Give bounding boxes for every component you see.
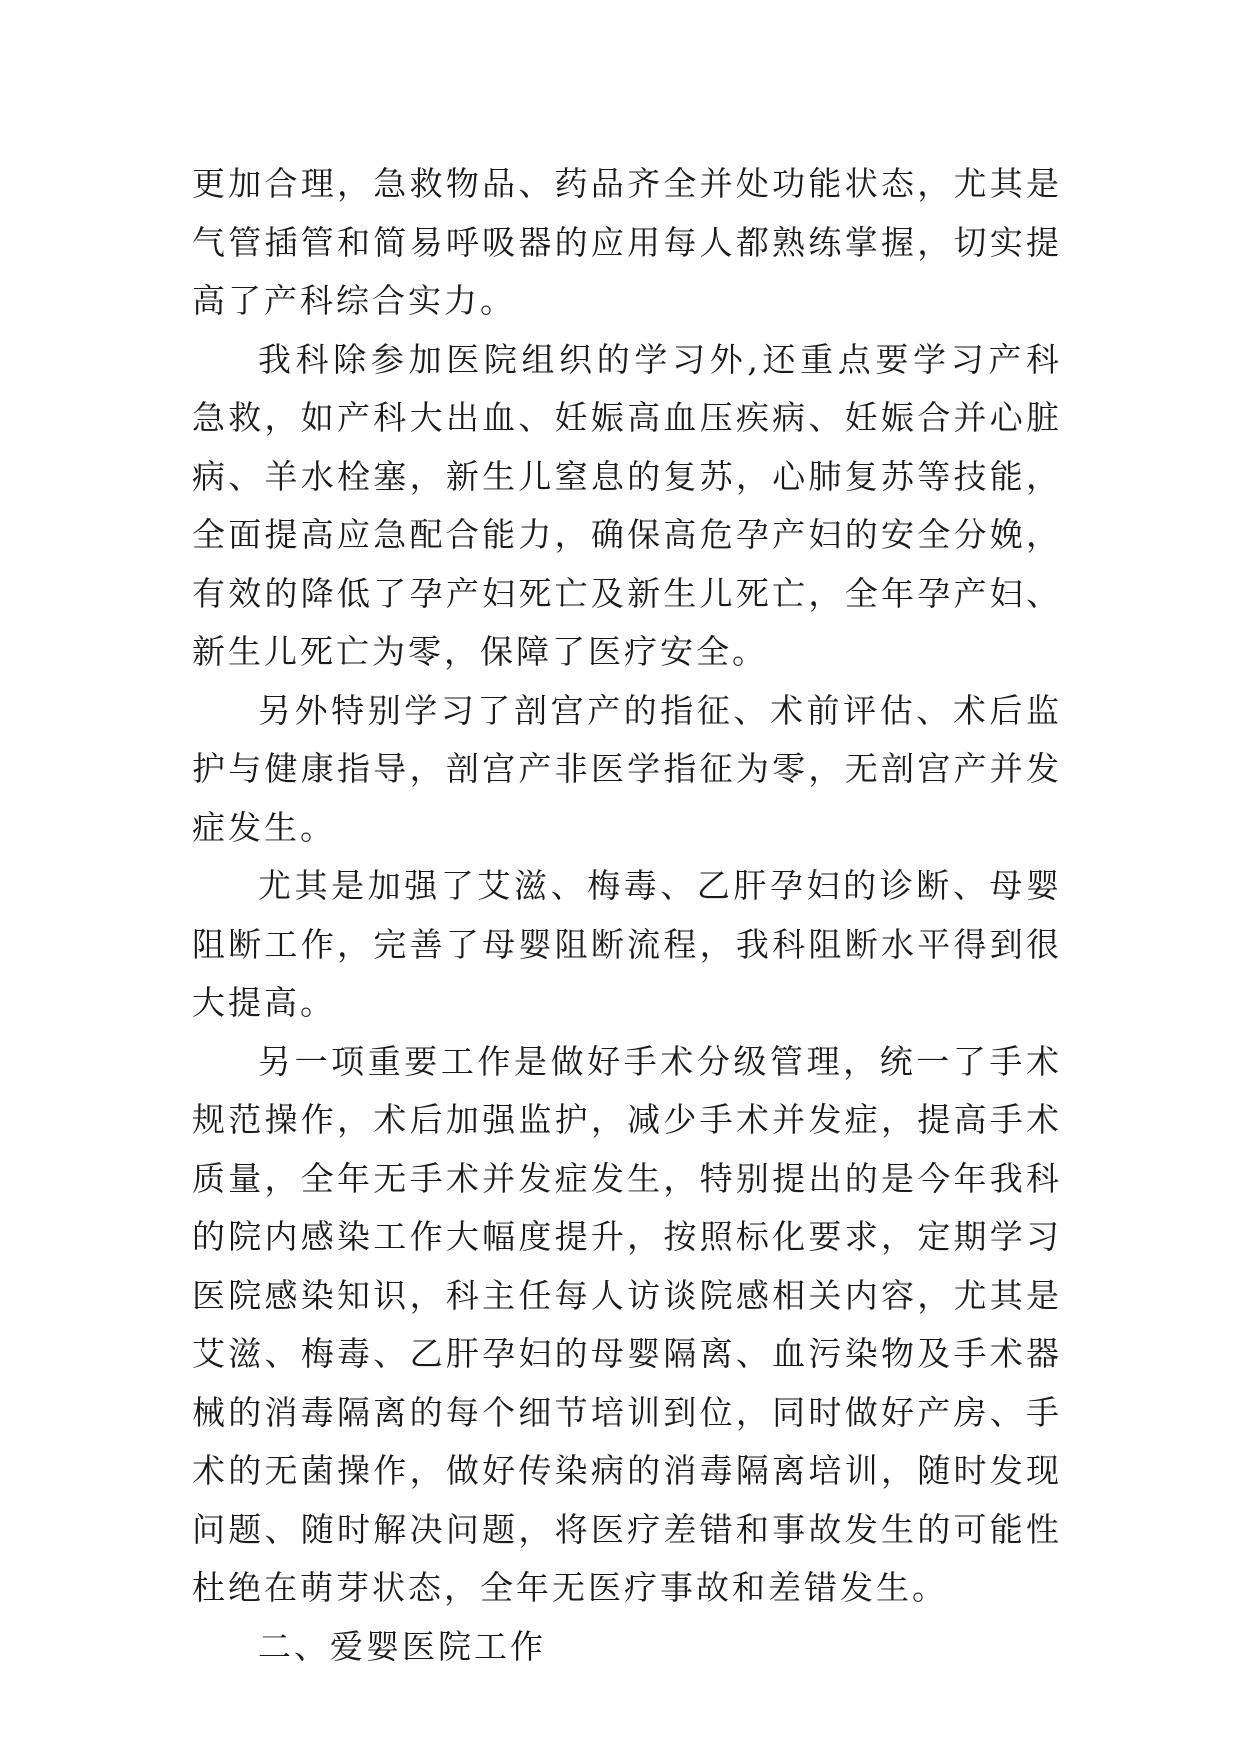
section-heading: 二、爱婴医院工作 bbox=[258, 1626, 546, 1666]
document-body bbox=[192, 155, 1062, 1676]
paragraph-4: 尤其是加强了艾滋、梅毒、乙肝孕妇的诊断、母婴阻断工作，完善了母婴阻断流程，我科阻断水平得到很大提高。 bbox=[192, 866, 1062, 1022]
paragraph-1: 更加合理，急救物品、药品齐全并处功能状态，尤其是气管插管和简易呼吸器的应用每人都熟练掌握，切实提高了产科综合实力。 bbox=[192, 164, 1062, 320]
paragraph-5: 另一项重要工作是做好手术分级管理，统一了手术规范操作，术后加强监护，减少手术并发症，提高手术质量，全年无手术并发症发生，特别提出的是今年我科的院内感染工作大幅度提升，按照标化要求，定期学习医院感染知识，科主任每人访谈院感相关内容，尤其是艾滋、梅毒、乙肝孕妇的母婴隔离、血污染物及手术器械的消毒隔离的每个细节培训到位，同时做好产房、手术的无菌操作，做好传染病的消毒隔离培训，随时发现问题、随时解决问题，将医疗差错和事故发生的可能性杜绝在萌芽状态，全年无医疗事故和差错发生。 bbox=[192, 1041, 1062, 1607]
paragraph-2: 我科除参加医院组织的学习外,还重点要学习产科急救，如产科大出血、妊娠高血压疾病、妊娠合并心脏病、羊水栓塞，新生儿窒息的复苏，心肺复苏等技能，全面提高应急配合能力，确保高危孕产妇的安全分娩，有效的降低了孕产妇死亡及新生儿死亡，全年孕产妇、新生儿死亡为零，保障了医疗安全。 bbox=[192, 339, 1062, 671]
paragraph-3: 另外特别学习了剖宫产的指征、术前评估、术后监护与健康指导，剖宫产非医学指征为零，无剖宫产并发症发生。 bbox=[192, 690, 1062, 847]
